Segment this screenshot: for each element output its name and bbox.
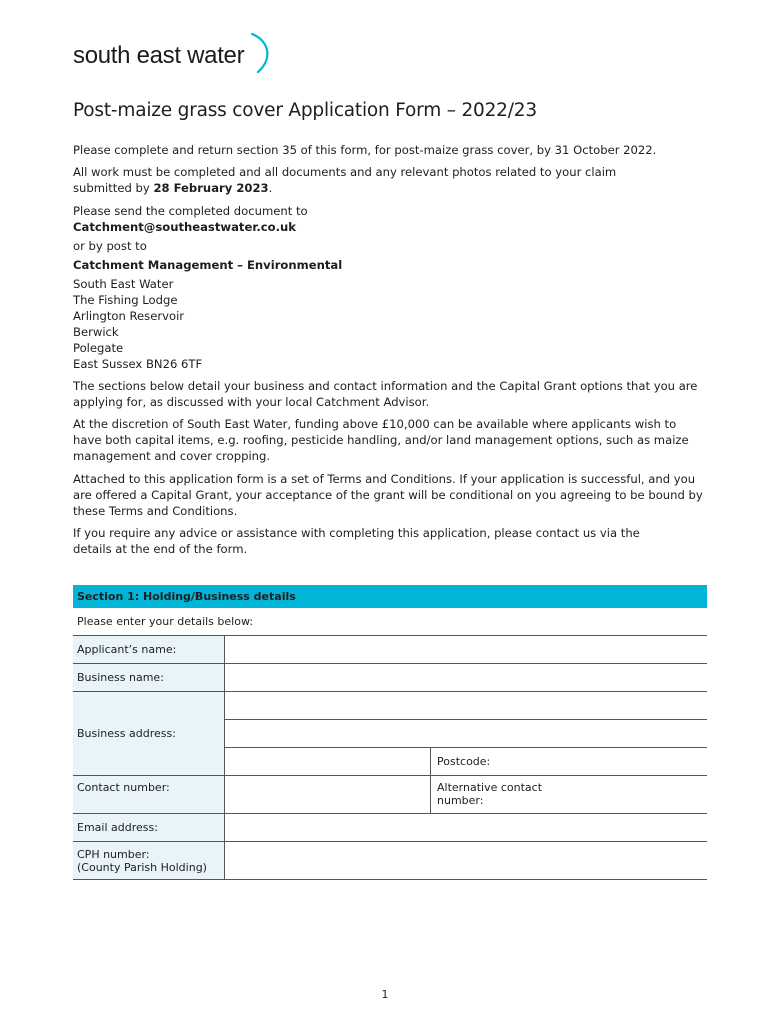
cph-label-cell (73, 842, 225, 879)
address-line-3-field[interactable] (225, 748, 431, 775)
page-number: 1 (381, 988, 389, 1001)
postcode-field[interactable] (431, 748, 707, 775)
address-row (73, 692, 707, 776)
email-address-field[interactable] (225, 814, 707, 841)
intro-paragraph-2 (73, 164, 673, 196)
intro-paragraph-5: At the discretion of South East Water, funding above £10,000 can be available where applicants wish to have both capital items, e.g. roofing, pesticide handling, and/or land management options, such as maize management and cover cropping. (73, 417, 689, 463)
intro-paragraph-4: The sections below detail your business and contact information and the Capital Grant options that you are applying for, as discussed with your local Catchment Advisor. (73, 379, 698, 409)
address-line: Berwick (73, 325, 119, 339)
postcode-label: Postcode: (437, 755, 491, 768)
section-1-heading: Section 1: Holding/Business details (73, 585, 707, 608)
address-line: The Fishing Lodge (73, 293, 178, 307)
applicant-label: Applicant’s name: (73, 636, 225, 663)
email-label: Email address: (73, 814, 225, 841)
cph-row (73, 842, 707, 880)
cph-sublabel: (County Parish Holding) (77, 860, 207, 874)
contact-label: Contact number: (73, 776, 225, 813)
address-line-1-field[interactable] (225, 692, 707, 720)
address-line: South East Water (73, 277, 174, 291)
address-line: Arlington Reservoir (73, 309, 185, 323)
email-row (73, 814, 707, 842)
business-label: Business name: (73, 664, 225, 691)
logo (73, 36, 283, 76)
or-post: or by post to (73, 239, 147, 253)
applicant-name-field[interactable] (225, 636, 707, 663)
intro-paragraph-7: If you require any advice or assistance with completing this application, please contact us via the details at the end of the form. (73, 526, 640, 556)
contact-number-field[interactable] (225, 776, 431, 813)
logo-swoosh-icon (248, 30, 278, 80)
address-postcode-row (225, 748, 707, 775)
email-link[interactable]: Catchment@southeastwater.co.uk (73, 220, 296, 234)
business-name-field[interactable] (225, 664, 707, 691)
applicant-row (73, 636, 707, 664)
cph-number-field[interactable] (225, 842, 707, 879)
contact-fields (225, 776, 707, 813)
address-line-2-field[interactable] (225, 720, 707, 748)
address-fields (225, 692, 707, 775)
send-instruction: Please send the completed document to (73, 204, 308, 218)
section-1-instruction: Please enter your details below: (73, 608, 707, 636)
cph-label: CPH number: (77, 847, 150, 861)
deadline-date: 28 February 2023 (153, 181, 269, 195)
address-line: East Sussex BN26 6TF (73, 357, 203, 371)
p2-end: . (268, 181, 273, 195)
contact-block (73, 203, 703, 372)
department: Catchment Management – Environmental (73, 258, 343, 272)
address-line: Polegate (73, 341, 124, 355)
intro-paragraph-1: Please complete and return section 35 of this form, for post-maize grass cover, by 31 October 2022. (73, 143, 657, 157)
logo-text: south east water (73, 42, 245, 69)
alt-contact-label: Alternative contact number: (437, 781, 543, 807)
address-label: Business address: (73, 692, 225, 775)
section-1-form (73, 585, 707, 880)
page-title: Post-maize grass cover Application Form – 2022/23 (73, 100, 537, 121)
intro-paragraph-6: Attached to this application form is a set of Terms and Conditions. If your application is successful, and you are offered a Capital Grant, your acceptance of the grant will be conditional on you agreeing to be bound by these Terms and Conditions. (73, 472, 703, 518)
contact-row (73, 776, 707, 814)
p2-text: All work must be completed and all documents and any relevant photos related to your claim submitted by (73, 165, 617, 195)
business-row (73, 664, 707, 692)
alt-contact-field[interactable] (431, 776, 707, 813)
